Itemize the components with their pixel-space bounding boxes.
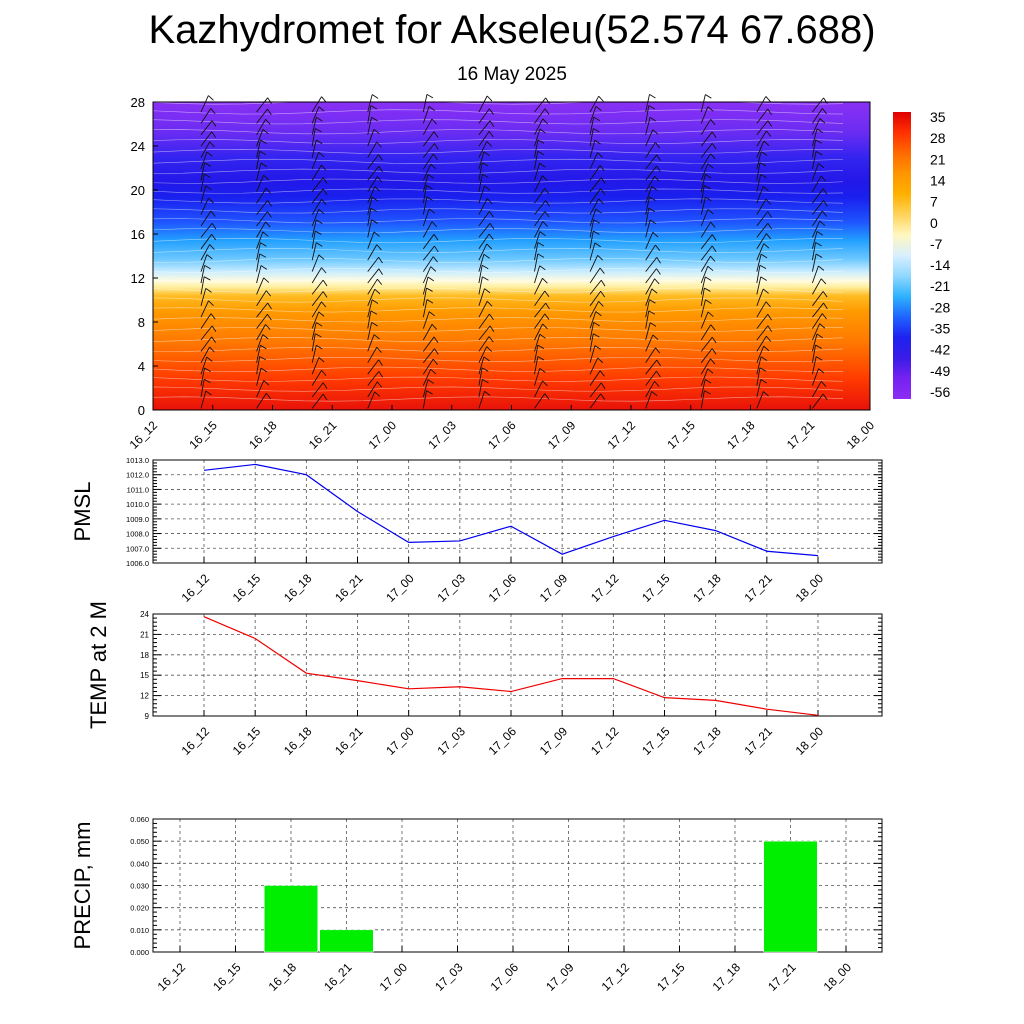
- xtick-label: 16_21: [332, 724, 366, 758]
- temp-panel: [86, 601, 882, 758]
- grid-lines: [153, 460, 882, 563]
- colorbar-label: 14: [930, 172, 946, 189]
- xtick-label: 17_21: [741, 571, 775, 605]
- ytick-label: 1010.0: [126, 500, 149, 510]
- panel-frame: [153, 614, 882, 716]
- ylabel: TEMP at 2 M: [86, 601, 111, 729]
- heatmap-xtick-label: 17_09: [544, 418, 579, 452]
- xtick-label: 17_12: [587, 724, 622, 758]
- xtick-label: 18_00: [792, 571, 827, 605]
- colorbar-label: 0: [930, 214, 938, 231]
- xtick-label: 16_15: [210, 960, 244, 994]
- xtick-label: 17_15: [654, 960, 688, 994]
- xtick-label: 17_03: [434, 571, 468, 605]
- precip-bar: [764, 841, 818, 952]
- heatmap-xtick-label: 16_12: [126, 418, 161, 452]
- ytick-label: 9: [144, 712, 149, 721]
- heatmap-ytick-label: 0: [137, 403, 145, 418]
- xtick-label: 17_21: [741, 724, 775, 758]
- xtick-label: 17_15: [639, 571, 673, 605]
- heatmap-xtick-label: 18_00: [843, 418, 878, 452]
- heatmap-xtick-label: 16_15: [186, 418, 220, 452]
- xtick-label: 17_18: [709, 960, 744, 994]
- heatmap-ytick-label: 12: [130, 271, 145, 286]
- xtick-label: 17_21: [765, 960, 799, 994]
- xtick-label: 17_06: [485, 724, 520, 758]
- heatmap-ytick-label: 20: [130, 183, 145, 198]
- xtick-label: 17_06: [485, 571, 520, 605]
- heatmap-xtick-label: 17_00: [365, 418, 400, 452]
- ytick-label: 1012.0: [126, 470, 149, 480]
- xtick-label: 17_09: [543, 960, 577, 994]
- xtick-label: 17_06: [487, 960, 522, 994]
- pmsl-panel: [70, 456, 882, 605]
- xtick-label: 17_18: [690, 724, 724, 758]
- ytick-label: 18: [140, 650, 149, 660]
- xtick-label: 16_15: [229, 724, 264, 758]
- ytick-label: 0.050: [130, 837, 149, 847]
- xtick-label: 17_09: [536, 724, 571, 758]
- precip-bar: [264, 886, 318, 953]
- page-subtitle: 16 May 2025: [457, 64, 567, 85]
- heatmap-ytick-label: 28: [130, 95, 145, 110]
- xtick-label: 16_12: [178, 724, 213, 758]
- xtick-label: 17_00: [383, 571, 417, 605]
- colorbar-label: 28: [930, 130, 946, 147]
- ylabel: PRECIP, mm: [70, 821, 95, 950]
- heatmap-xtick-label: 17_18: [724, 418, 758, 452]
- ytick-label: 0.040: [130, 859, 149, 869]
- ytick-label: 0.020: [130, 903, 149, 913]
- xtick-label: 17_03: [432, 960, 466, 994]
- xtick-label: 17_15: [639, 724, 673, 758]
- xtick-label: 17_09: [536, 571, 571, 605]
- ytick-label: 24: [140, 610, 149, 619]
- xtick-label: 16_12: [154, 960, 189, 994]
- heatmap-ytick-label: 24: [130, 139, 145, 154]
- colorbar-label: -21: [930, 278, 951, 295]
- heatmap-xtick-label: 17_21: [783, 418, 818, 452]
- heatmap-ytick-label: 4: [137, 359, 145, 374]
- precip-bar: [320, 930, 374, 952]
- xtick-label: 17_12: [587, 571, 622, 605]
- ytick-label: 1006.0: [126, 559, 149, 568]
- xtick-label: 17_00: [383, 724, 417, 758]
- ytick-label: 15: [140, 671, 149, 681]
- heatmap-xtick-label: 17_06: [485, 418, 519, 452]
- colorbar-label: -35: [930, 320, 951, 337]
- colorbar-label: -49: [930, 362, 951, 379]
- xtick-label: 16_18: [280, 724, 315, 758]
- ytick-label: 0.060: [130, 815, 149, 824]
- heatmap-xtick-label: 16_18: [246, 418, 280, 452]
- xtick-label: 16_15: [229, 571, 264, 605]
- colorbar-label: -42: [930, 341, 951, 358]
- colorbar-label: -28: [930, 299, 951, 316]
- colorbar-label: -7: [930, 235, 943, 252]
- ytick-label: 1007.0: [126, 544, 149, 554]
- ytick-label: 1011.0: [126, 485, 149, 495]
- page-title: Kazhydromet for Akseleu(52.574 67.688): [148, 8, 876, 52]
- precip-panel: [70, 815, 882, 994]
- xtick-label: 17_18: [690, 571, 724, 605]
- heatmap-ytick-label: 16: [130, 227, 145, 242]
- heatmap-xtick-label: 17_15: [664, 418, 698, 452]
- ytick-label: 0.000: [130, 948, 149, 957]
- xtick-label: 17_12: [598, 960, 633, 994]
- ytick-label: 21: [140, 630, 149, 640]
- colorbar: [893, 112, 911, 399]
- xtick-label: 16_18: [280, 571, 315, 605]
- heatmap-xtick-label: 16_21: [305, 418, 340, 452]
- ytick-label: 12: [140, 691, 149, 701]
- heatmap-xtick-label: 17_03: [425, 418, 459, 452]
- ytick-label: 0.010: [130, 925, 149, 935]
- xtick-label: 17_00: [376, 960, 411, 994]
- xtick-label: 17_03: [434, 724, 468, 758]
- ytick-label: 1008.0: [126, 529, 149, 539]
- ytick-label: 1009.0: [126, 514, 149, 524]
- grid-lines: [153, 614, 882, 716]
- panel-frame: [153, 460, 882, 563]
- ytick-label: 1013.0: [126, 456, 149, 465]
- colorbar-label: -14: [930, 257, 951, 274]
- colorbar-label: 7: [930, 193, 938, 210]
- xtick-label: 18_00: [792, 724, 827, 758]
- colorbar-label: 21: [930, 151, 946, 168]
- xtick-label: 18_00: [820, 960, 855, 994]
- xtick-label: 16_12: [178, 571, 213, 605]
- ylabel: PMSL: [70, 481, 95, 542]
- heatmap-ytick-label: 8: [137, 315, 145, 330]
- colorbar-label: 35: [930, 109, 946, 125]
- heatmap-xtick-label: 17_12: [604, 418, 639, 452]
- heatmap-field: [153, 102, 870, 410]
- colorbar-label: -56: [930, 384, 951, 400]
- xtick-label: 16_21: [321, 960, 355, 994]
- xtick-label: 16_18: [265, 960, 300, 994]
- ytick-label: 0.030: [130, 881, 149, 891]
- xtick-label: 16_21: [332, 571, 366, 605]
